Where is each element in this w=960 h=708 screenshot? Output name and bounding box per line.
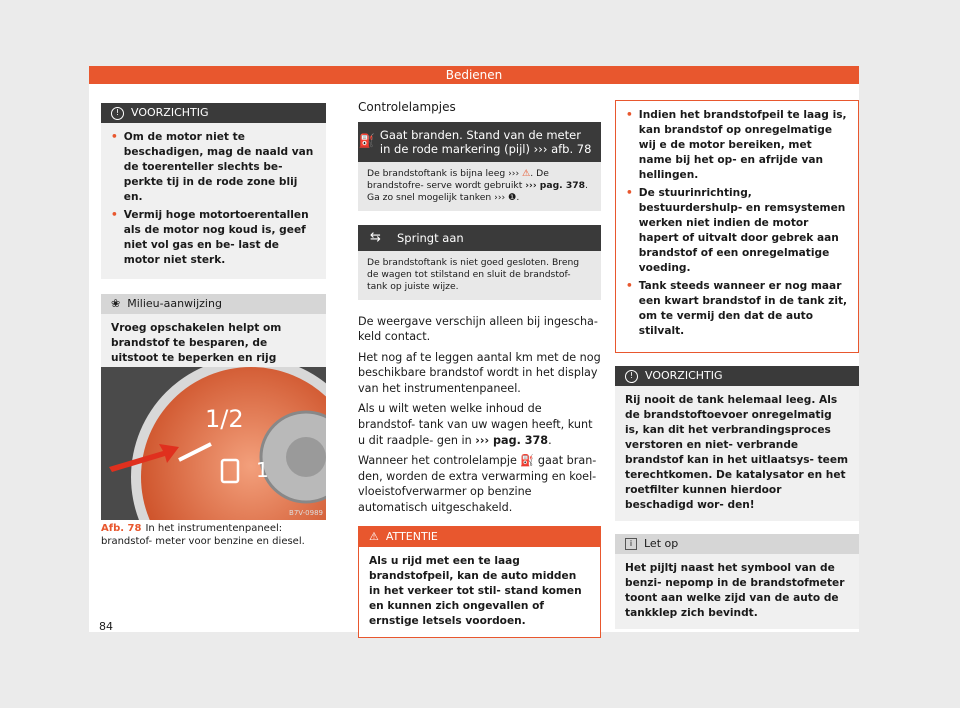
fuel-gauge-image	[101, 367, 326, 520]
list-item: • Tank steeds wanneer er nog maar een kwart brandstof in de tank zit, om te vermij den dat de auto stilvalt.	[626, 280, 848, 337]
warning-box	[101, 103, 326, 279]
fuel-pump-icon: ⛽	[520, 454, 535, 468]
note-box: i Let op Het pijltj naast het symbool van de benzi- nepomp in de brandstofmeter toont aan welke zijd van de auto de tankklep zich bevindt.	[615, 534, 859, 629]
warning-box-title: ! VOORZICHTIG	[615, 366, 859, 386]
figure-caption: Afb. 78 In het instrumentenpaneel: brandstof- meter voor benzine en diesel.	[101, 523, 305, 547]
fuel-cap-icon: ⇆	[370, 229, 381, 245]
environment-box-title: ❀ Milieu-aanwijzing	[101, 294, 326, 314]
page-number: 84	[99, 620, 113, 633]
lamp-entry-fuel: ⛽ Gaat branden. Stand van de meter in de rode markering (pijl) ››› afb. 78 De brandstoftank is bijna leeg ››› ⚠. De brandstofre- serve wordt gebruikt ››› pag. 378. Ga zo snel mogelijk tanken ››› ❶.	[358, 122, 601, 211]
note-box-title: i Let op	[615, 534, 859, 554]
warning-triangle-icon: ⚠	[522, 167, 531, 179]
svg-text:B7V-0989: B7V-0989	[289, 509, 323, 517]
list-item: • Om de motor niet te beschadigen, mag de naald van de toerenteller slechts be- perkte tij in de rode zone blij en.	[111, 131, 314, 203]
column-middle	[358, 100, 601, 638]
svg-text:1/2: 1/2	[205, 405, 244, 433]
info-icon: ❶	[508, 191, 517, 203]
fuel-pump-icon: ⛽	[358, 133, 376, 149]
info-circle-icon: !	[111, 107, 124, 120]
fuel-gauge-figure	[101, 367, 326, 520]
info-square-icon: i	[625, 538, 637, 550]
warning-box: ! VOORZICHTIG Rij nooit de tank helemaal leeg. Als de brandstoftoevoer onregelmatig is, kan dit het verbrandingsproces verstoren en niet- verbrande brandstof kan in het uitlaatsys- teem terechtkomen. De katalysator en het roetfilter kunnen hierdoor beschadigd wor- den!	[615, 366, 859, 521]
list-item: • De stuurinrichting, bestuurdershulp- en remsystemen werken niet indien de motor hapert of uitvalt door gebrek aan brandstof of een onregelmatige voeding.	[626, 187, 846, 274]
warning-triangle-icon: ⚠	[369, 529, 379, 543]
list-item: • Vermij hoge motortoerentallen als de motor nog koud is, geef niet vol gas en be- last de motor niet sterk.	[111, 209, 309, 266]
chapter-header: Bedienen	[89, 66, 859, 84]
body-text: De weergave verschijn alleen bij ingescha- keld contact. Het nog af te leggen aantal km met de nog beschikbare brandstof wordt in het display van het instrumentenpaneel. Als u wilt weten welke inhoud de brandstof- tank van uw wagen heeft, kunt u dit raadple- gen in ››› pag. 378. Wanneer het controlelampje ⛽ gaat bran- den, worden de extra verwarming en koel- vloeistofverwarmer op benzine automatisch uitgeschakeld.	[358, 314, 601, 515]
warning-box-title: ! VOORZICHTIG	[101, 103, 326, 123]
attention-box-title: ⚠ ATTENTIE	[359, 527, 600, 547]
column-right	[615, 100, 859, 629]
lamp-entry-cap: ⇆ Springt aan De brandstoftank is niet goed gesloten. Breng de wagen tot stilstand en sluit de brandstof- tank op juiste wijze.	[358, 225, 601, 300]
attention-box: ⚠ ATTENTIE Als u rijd met een te laag brandstofpeil, kan de auto midden in het verkeer tot stil- stand komen en kunnen zich ongevallen of ernstige letsels voordoen.	[358, 526, 601, 638]
subsection-title: Controlelampjes	[358, 100, 456, 114]
list-item: • Indien het brandstofpeil te laag is, kan brandstof op onregelmatige wij e de motor bereiken, met name bij het op- en afrijde van hellingen.	[626, 109, 847, 181]
info-circle-icon: !	[625, 370, 638, 383]
svg-text:1: 1	[256, 458, 269, 482]
environment-box: ❀ Milieu-aanwijzing Vroeg opschakelen helpt om brandstof te besparen, de uitstoot te beperken en rijg	[101, 294, 326, 389]
leaf-icon: ❀	[111, 297, 121, 310]
attention-continued	[615, 100, 859, 353]
lamp-description: De brandstoftank is bijna leeg ››› ⚠. De brandstofre- serve wordt gebruikt ››› pag. 378. Ga zo snel mogelijk tanken ››› ❶.	[358, 162, 601, 211]
